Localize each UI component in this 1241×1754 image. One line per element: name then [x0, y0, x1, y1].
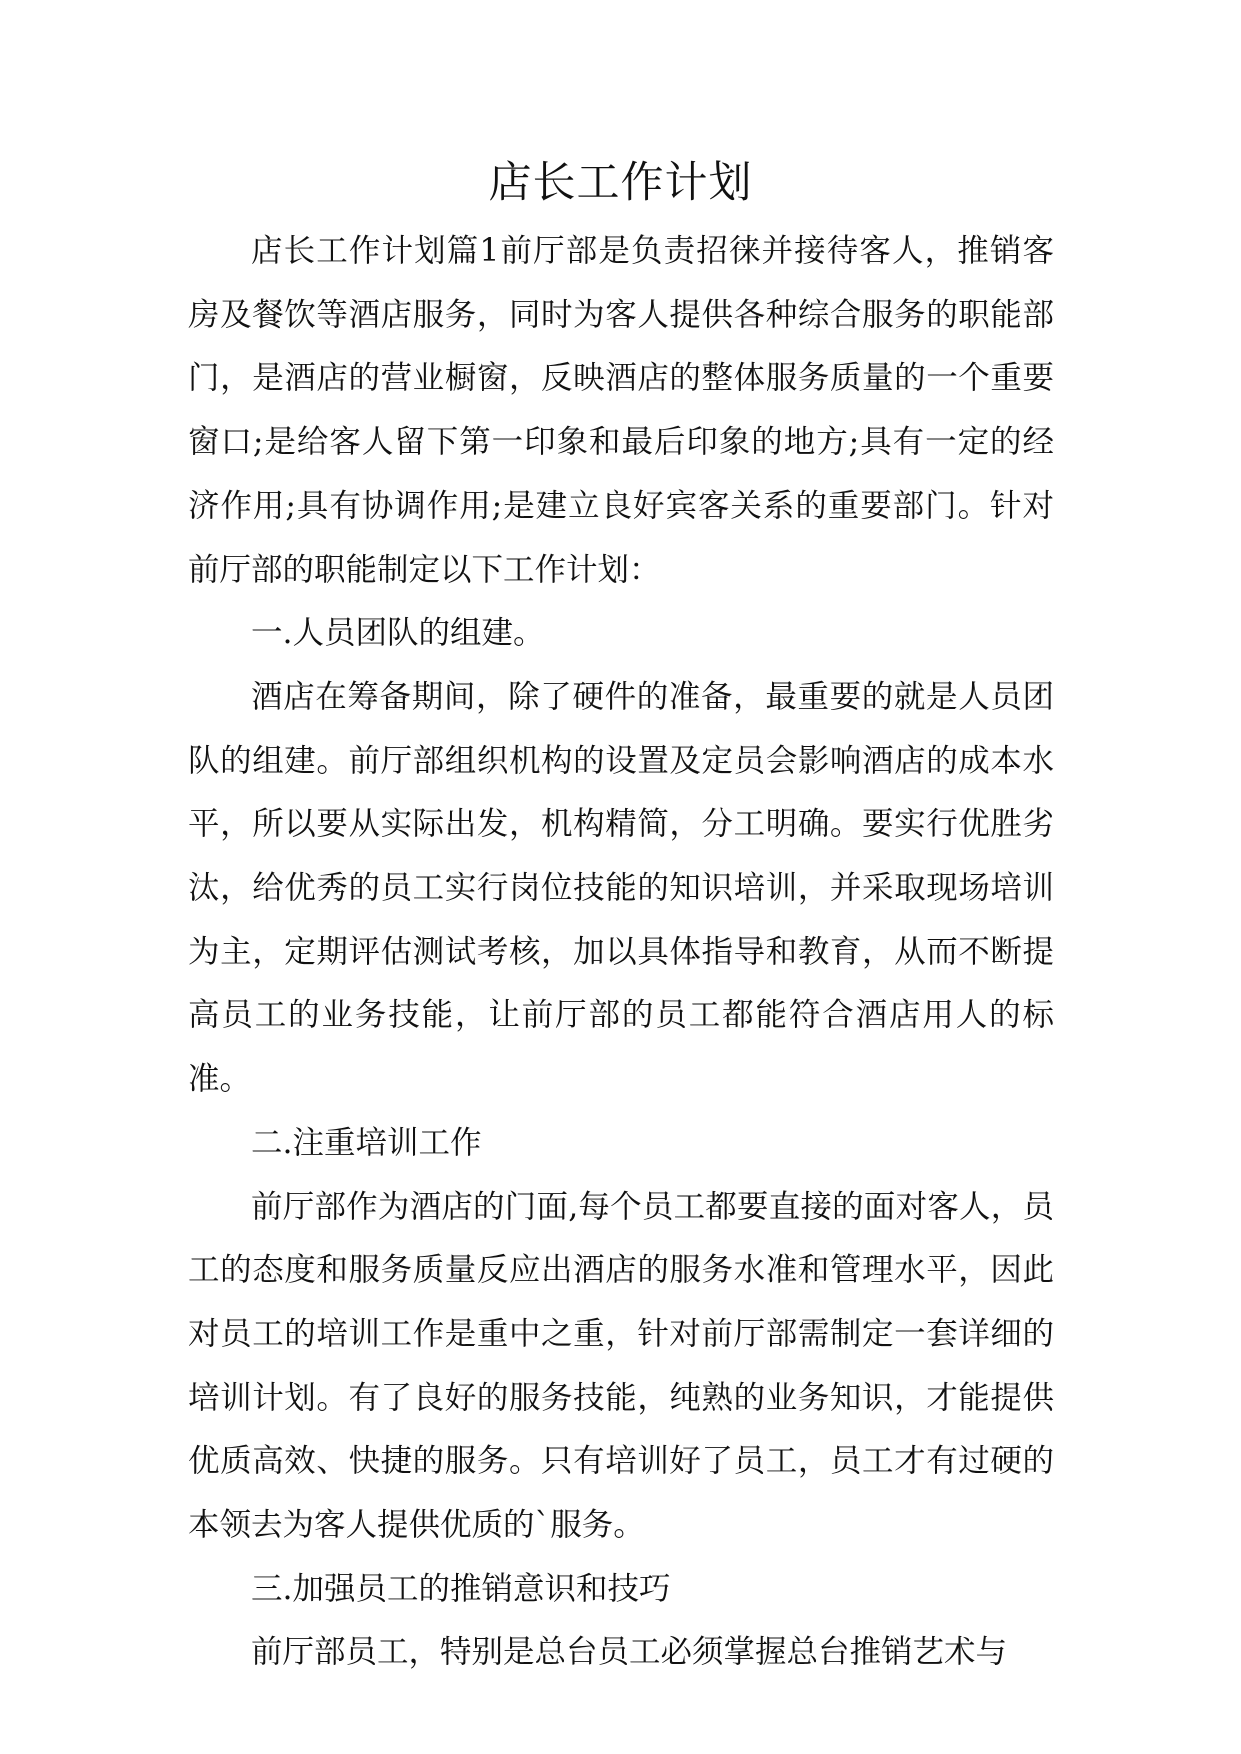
paragraph-sales: 前厅部员工，特别是总台员工必须掌握总台推销艺术与 — [251, 1634, 1008, 1671]
paragraph-training: 前厅部作为酒店的门面,每个员工都要直接的面对客人，员工的态度和服务质量反应出酒店的服务水准和管理水平，因此对员工的培训工作是重中之重，针对前厅部需制定一套详细的培训计划。有了良好的服务技能，纯熟的业务知识，才能提供优质高效、快捷的服务。只有培训好了员工，员工才有过硬的本领去为客人提供优质的`服务。 — [188, 1188, 1054, 1544]
paragraph-team-building: 酒店在筹备期间，除了硬件的准备，最重要的就是人员团队的组建。前厅部组织机构的设置及定员会影响酒店的成本水平，所以要从实际出发，机构精简，分工明确。要实行优胜劣汰，给优秀的员工实行岗位技能的知识培训，并采取现场培训为主，定期评估测试考核，加以具体指导和教育，从而不断提高员工的业务技能，让前厅部的员工都能符合酒店用人的标准。 — [188, 678, 1054, 1098]
section-heading-2: 二.注重培训工作 — [251, 1124, 482, 1161]
paragraph-intro: 店长工作计划篇1前厅部是负责招徕并接待客人，推销客房及餐饮等酒店服务，同时为客人提供各种综合服务的职能部门，是酒店的营业橱窗，反映酒店的整体服务质量的一个重要窗口;是给客人留下第一印象和最后印象的地方;具有一定的经济作用;具有协调作用;是建立良好宾客关系的重要部门。针对前厅部的职能制定以下工作计划： — [188, 233, 1054, 588]
document-title: 店长工作计划 — [488, 158, 753, 208]
section-heading-1: 一.人员团队的组建。 — [251, 615, 545, 652]
section-heading-3: 三.加强员工的推销意识和技巧 — [251, 1570, 671, 1607]
document-body — [188, 220, 1054, 1685]
